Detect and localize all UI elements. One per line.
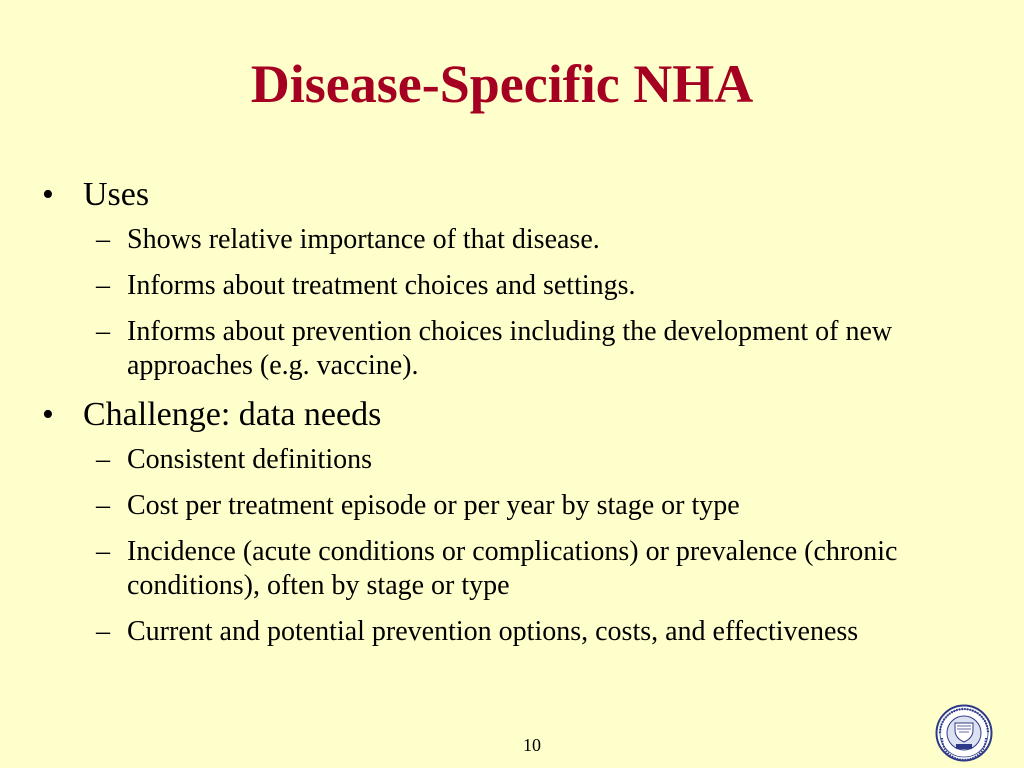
- section-uses: [42, 175, 982, 383]
- sub-bullet-text: Incidence (acute conditions or complications) or prevalence (chronic conditions), often by stage or type: [127, 536, 898, 601]
- slide-title: Disease-Specific NHA: [250, 54, 754, 114]
- sub-bullet-item: [83, 489, 982, 523]
- section-challenge: [42, 395, 982, 649]
- bullet-item: [42, 395, 982, 435]
- bullet-item: [42, 175, 982, 215]
- dash-mark: –: [96, 316, 110, 347]
- dash-mark: –: [96, 536, 110, 567]
- dash-mark: –: [96, 444, 110, 475]
- sub-bullet-text: Consistent definitions: [127, 444, 372, 475]
- dash-mark: –: [96, 490, 110, 521]
- dash-mark: –: [96, 616, 110, 647]
- bullet-mark: •: [42, 396, 54, 433]
- sub-bullet-item: [83, 535, 982, 603]
- sub-bullet-item: [83, 269, 982, 303]
- bullet-text: Uses: [83, 176, 150, 213]
- sub-bullet-item: [83, 615, 982, 649]
- sub-bullet-item: [83, 443, 982, 477]
- sub-bullet-text: Informs about treatment choices and settings.: [127, 270, 636, 301]
- dash-mark: –: [96, 270, 110, 301]
- sub-bullet-item: [83, 223, 982, 257]
- sub-bullet-text: Informs about prevention choices including the development of new approaches (e.g. vaccine).: [127, 316, 893, 381]
- university-seal-icon: [935, 704, 993, 762]
- sub-bullet-text: Cost per treatment episode or per year by stage or type: [127, 490, 740, 521]
- slide-body: [42, 175, 982, 661]
- dash-mark: –: [96, 224, 110, 255]
- sub-bullet-item: [83, 315, 982, 383]
- page-number: 10: [523, 735, 541, 755]
- sub-bullet-text: Shows relative importance of that disease.: [127, 224, 600, 255]
- sub-bullet-text: Current and potential prevention options, costs, and effectiveness: [127, 616, 859, 647]
- bullet-text: Challenge: data needs: [83, 396, 382, 433]
- bullet-mark: •: [42, 176, 54, 213]
